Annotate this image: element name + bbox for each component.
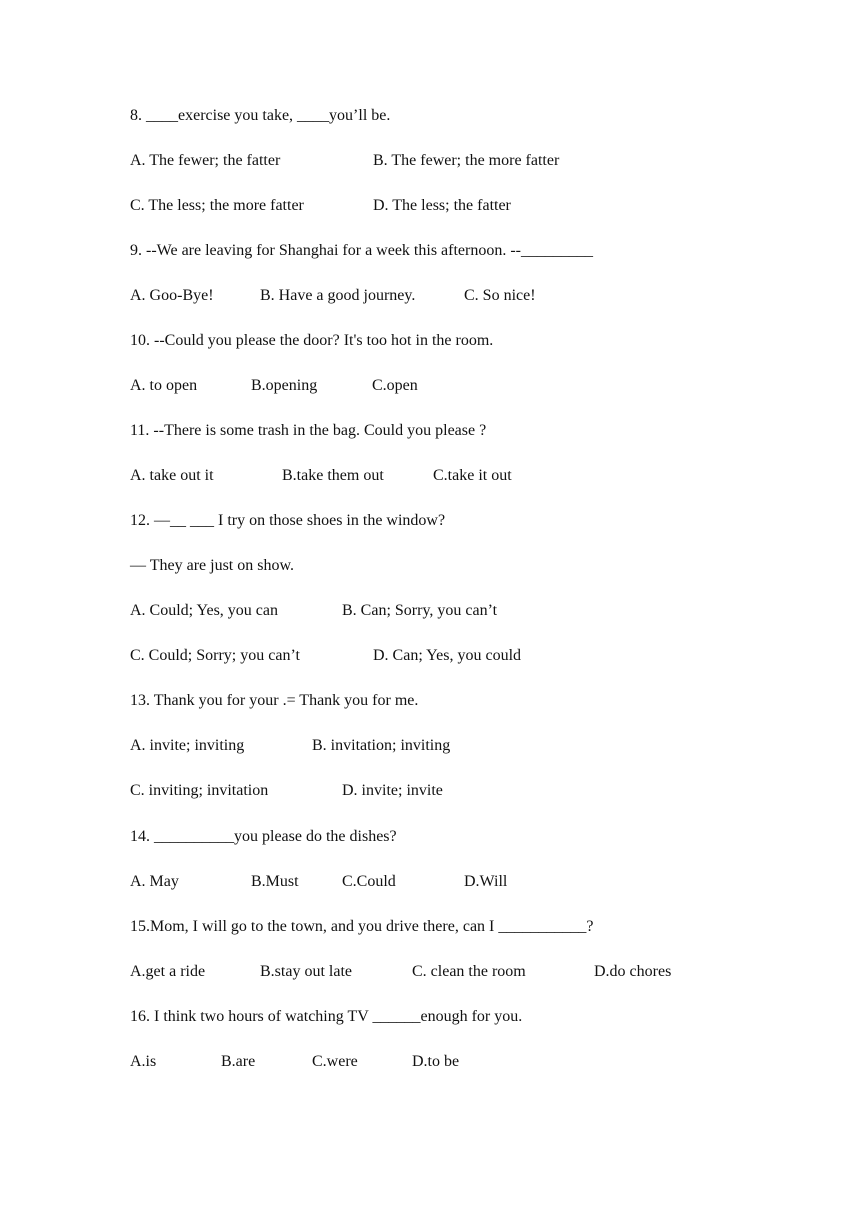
option-c: C.open <box>372 377 418 394</box>
question-11-options-row <box>130 465 512 487</box>
option-d: D. The less; the fatter <box>373 197 511 214</box>
question-16-options-row <box>130 1051 460 1073</box>
option-c: C. Could; Sorry; you can’t <box>130 647 300 664</box>
question-8-options-row-2 <box>130 195 511 217</box>
question-15-stem: 15.Mom, I will go to the town, and you drive there, can I ___________? <box>130 918 594 935</box>
question-12-reply: — They are just on show. <box>130 557 294 574</box>
option-b: B. Have a good journey. <box>260 287 416 304</box>
option-c: C.take it out <box>433 467 512 484</box>
question-15-options-row <box>130 961 672 983</box>
option-a: A. Could; Yes, you can <box>130 602 279 619</box>
option-c: C.were <box>312 1053 358 1070</box>
option-b: B.opening <box>251 377 318 394</box>
question-10-stem: 10. --Could you please the door? It's too hot in the room. <box>130 332 494 349</box>
option-c: C. So nice! <box>464 287 536 304</box>
option-a: A. May <box>130 873 179 890</box>
option-d: D. Can; Yes, you could <box>373 647 522 664</box>
option-a: A.is <box>130 1053 157 1070</box>
option-c: C.Could <box>342 873 396 890</box>
option-a: A. take out it <box>130 467 214 484</box>
option-b: B.take them out <box>282 467 384 484</box>
option-d: D.Will <box>464 873 508 890</box>
option-d: D.do chores <box>594 963 672 980</box>
option-b: B.stay out late <box>260 963 352 980</box>
option-a: A. invite; inviting <box>130 737 245 754</box>
question-16-stem: 16. I think two hours of watching TV ______enough for you. <box>130 1008 523 1025</box>
question-14-stem: 14. __________you please do the dishes? <box>130 828 397 845</box>
option-a: A. Goo-Bye! <box>130 287 214 304</box>
question-12-options-row-2 <box>130 645 522 667</box>
option-b: B.Must <box>251 873 299 890</box>
option-c: C. The less; the more fatter <box>130 197 304 214</box>
question-9-options-row <box>130 285 536 307</box>
question-13-options-row-1 <box>130 735 451 757</box>
question-12-stem: 12. —__ ___ I try on those shoes in the window? <box>130 512 446 529</box>
question-8-stem: 8. ____exercise you take, ____you’ll be. <box>130 107 391 124</box>
option-a: A. to open <box>130 377 198 394</box>
option-b: B. Can; Sorry, you can’t <box>342 602 498 619</box>
question-8-options-row-1 <box>130 150 560 172</box>
option-b: B. The fewer; the more fatter <box>373 152 560 169</box>
question-10-options-row <box>130 375 418 397</box>
question-13-stem: 13. Thank you for your .= Thank you for me. <box>130 692 419 709</box>
option-b: B. invitation; inviting <box>312 737 451 754</box>
option-d: D. invite; invite <box>342 782 443 799</box>
question-11-stem: 11. --There is some trash in the bag. Could you please ? <box>130 422 487 439</box>
option-a: A. The fewer; the fatter <box>130 152 281 169</box>
question-13-options-row-2 <box>130 780 443 802</box>
question-14-options-row <box>130 871 508 893</box>
question-9-stem: 9. --We are leaving for Shanghai for a week this afternoon. --_________ <box>130 242 593 259</box>
option-c: C. inviting; invitation <box>130 782 269 799</box>
option-c: C. clean the room <box>412 963 526 980</box>
option-a: A.get a ride <box>130 963 206 980</box>
option-b: B.are <box>221 1053 256 1070</box>
option-d: D.to be <box>412 1053 460 1070</box>
question-12-options-row-1 <box>130 600 498 622</box>
